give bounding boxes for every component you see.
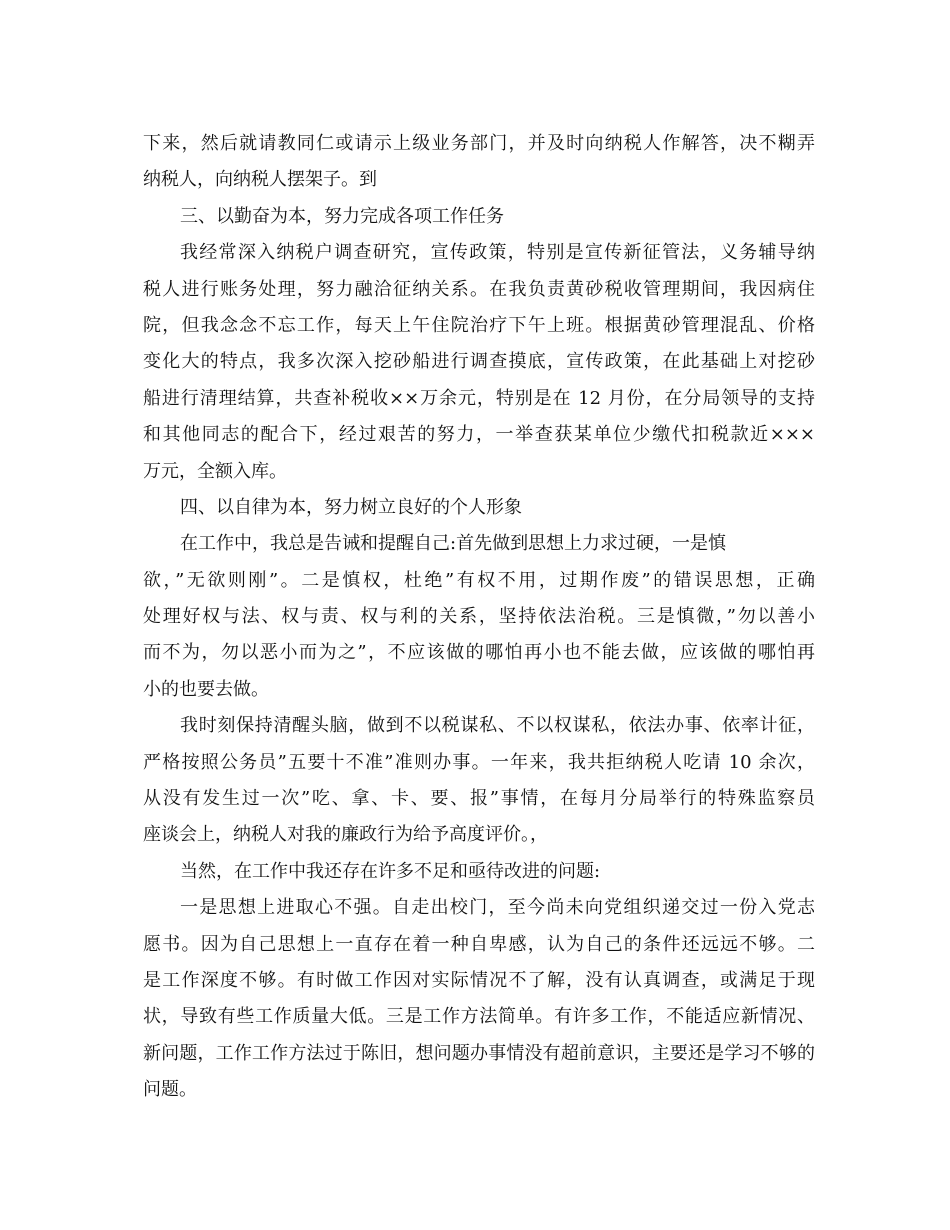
text-line: 状，导致有些工作质量大低。三是工作方法简单。有许多工作，不能适应新情况、 — [143, 1006, 815, 1028]
text-line: 变化大的特点，我多次深入挖砂船进行调查摸底，宣传政策，在此基础上对挖砂 — [143, 351, 815, 373]
text-line: 从没有发生过一次”吃、拿、卡、要、报”事情，在每月分局举行的特殊监察员 — [143, 788, 815, 810]
text-line: 愿书。因为自己思想上一直存在着一种自卑感，认为自己的条件还远远不够。二 — [143, 933, 815, 955]
text-line: 欲，”无欲则刚”。二是慎权，杜绝”有权不用，过期作废”的错误思想，正确 — [143, 569, 815, 591]
section-heading: 三、以勤奋为本，努力完成各项工作任务 — [180, 205, 504, 227]
text-line: 船进行清理结算，共查补税收××万余元，特别是在 12 月份，在分局领导的支持 — [143, 387, 815, 409]
text-line: 在工作中，我总是告诫和提醒自己:首先做到思想上力求过硬，一是慎 — [180, 533, 727, 555]
text-line: 纳税人，向纳税人摆架子。到 — [143, 169, 377, 191]
document-body — [143, 126, 815, 1109]
text-line: 下来，然后就请教同仁或请示上级业务部门，并及时向纳税人作解答，决不糊弄 — [143, 133, 815, 154]
text-line: 万元，全额入库。 — [143, 460, 287, 482]
text-line: 和其他同志的配合下，经过艰苦的努力，一举查获某单位少缴代扣税款近××× — [143, 424, 815, 446]
text-line: 座谈会上，纳税人对我的廉政行为给予高度评价。， — [143, 824, 548, 846]
text-line: 是工作深度不够。有时做工作因对实际情况不了解，没有认真调查，或满足于现 — [143, 969, 815, 991]
text-line: 一是思想上进取心不强。自走出校门，至今尚未向党组织递交过一份入党志 — [180, 897, 815, 919]
text-line: 院，但我念念不忘工作，每天上午住院治疗下午上班。根据黄砂管理混乱、价格 — [143, 314, 815, 336]
text-line: 税人进行账务处理，努力融洽征纳关系。在我负责黄砂税收管理期间，我因病住 — [143, 278, 815, 300]
text-line: 新问题，工作工作方法过于陈旧，想问题办事情没有超前意识，主要还是学习不够的 — [143, 1042, 815, 1064]
text-line: 我经常深入纳税户调查研究，宣传政策，特别是宣传新征管法，义务辅导纳 — [180, 242, 815, 264]
section-heading: 四、以自律为本，努力树立良好的个人形象 — [180, 496, 522, 518]
text-line: 问题。 — [143, 1079, 197, 1101]
text-line: 小的也要去做。 — [143, 678, 269, 700]
text-line: 处理好权与法、权与责、权与利的关系，坚持依法治税。三是慎微，”勿以善小 — [143, 606, 815, 628]
text-line: 严格按照公务员”五要十不准”准则办事。一年来，我共拒纳税人吃请 10 余次， — [143, 751, 815, 773]
text-line: 而不为，勿以恶小而为之”，不应该做的哪怕再小也不能去做，应该做的哪怕再 — [143, 642, 815, 664]
text-line: 我时刻保持清醒头脑，做到不以税谋私、不以权谋私，依法办事、依率计征， — [180, 715, 815, 737]
text-line: 当然，在工作中我还存在许多不足和亟待改进的问题: — [180, 860, 601, 882]
